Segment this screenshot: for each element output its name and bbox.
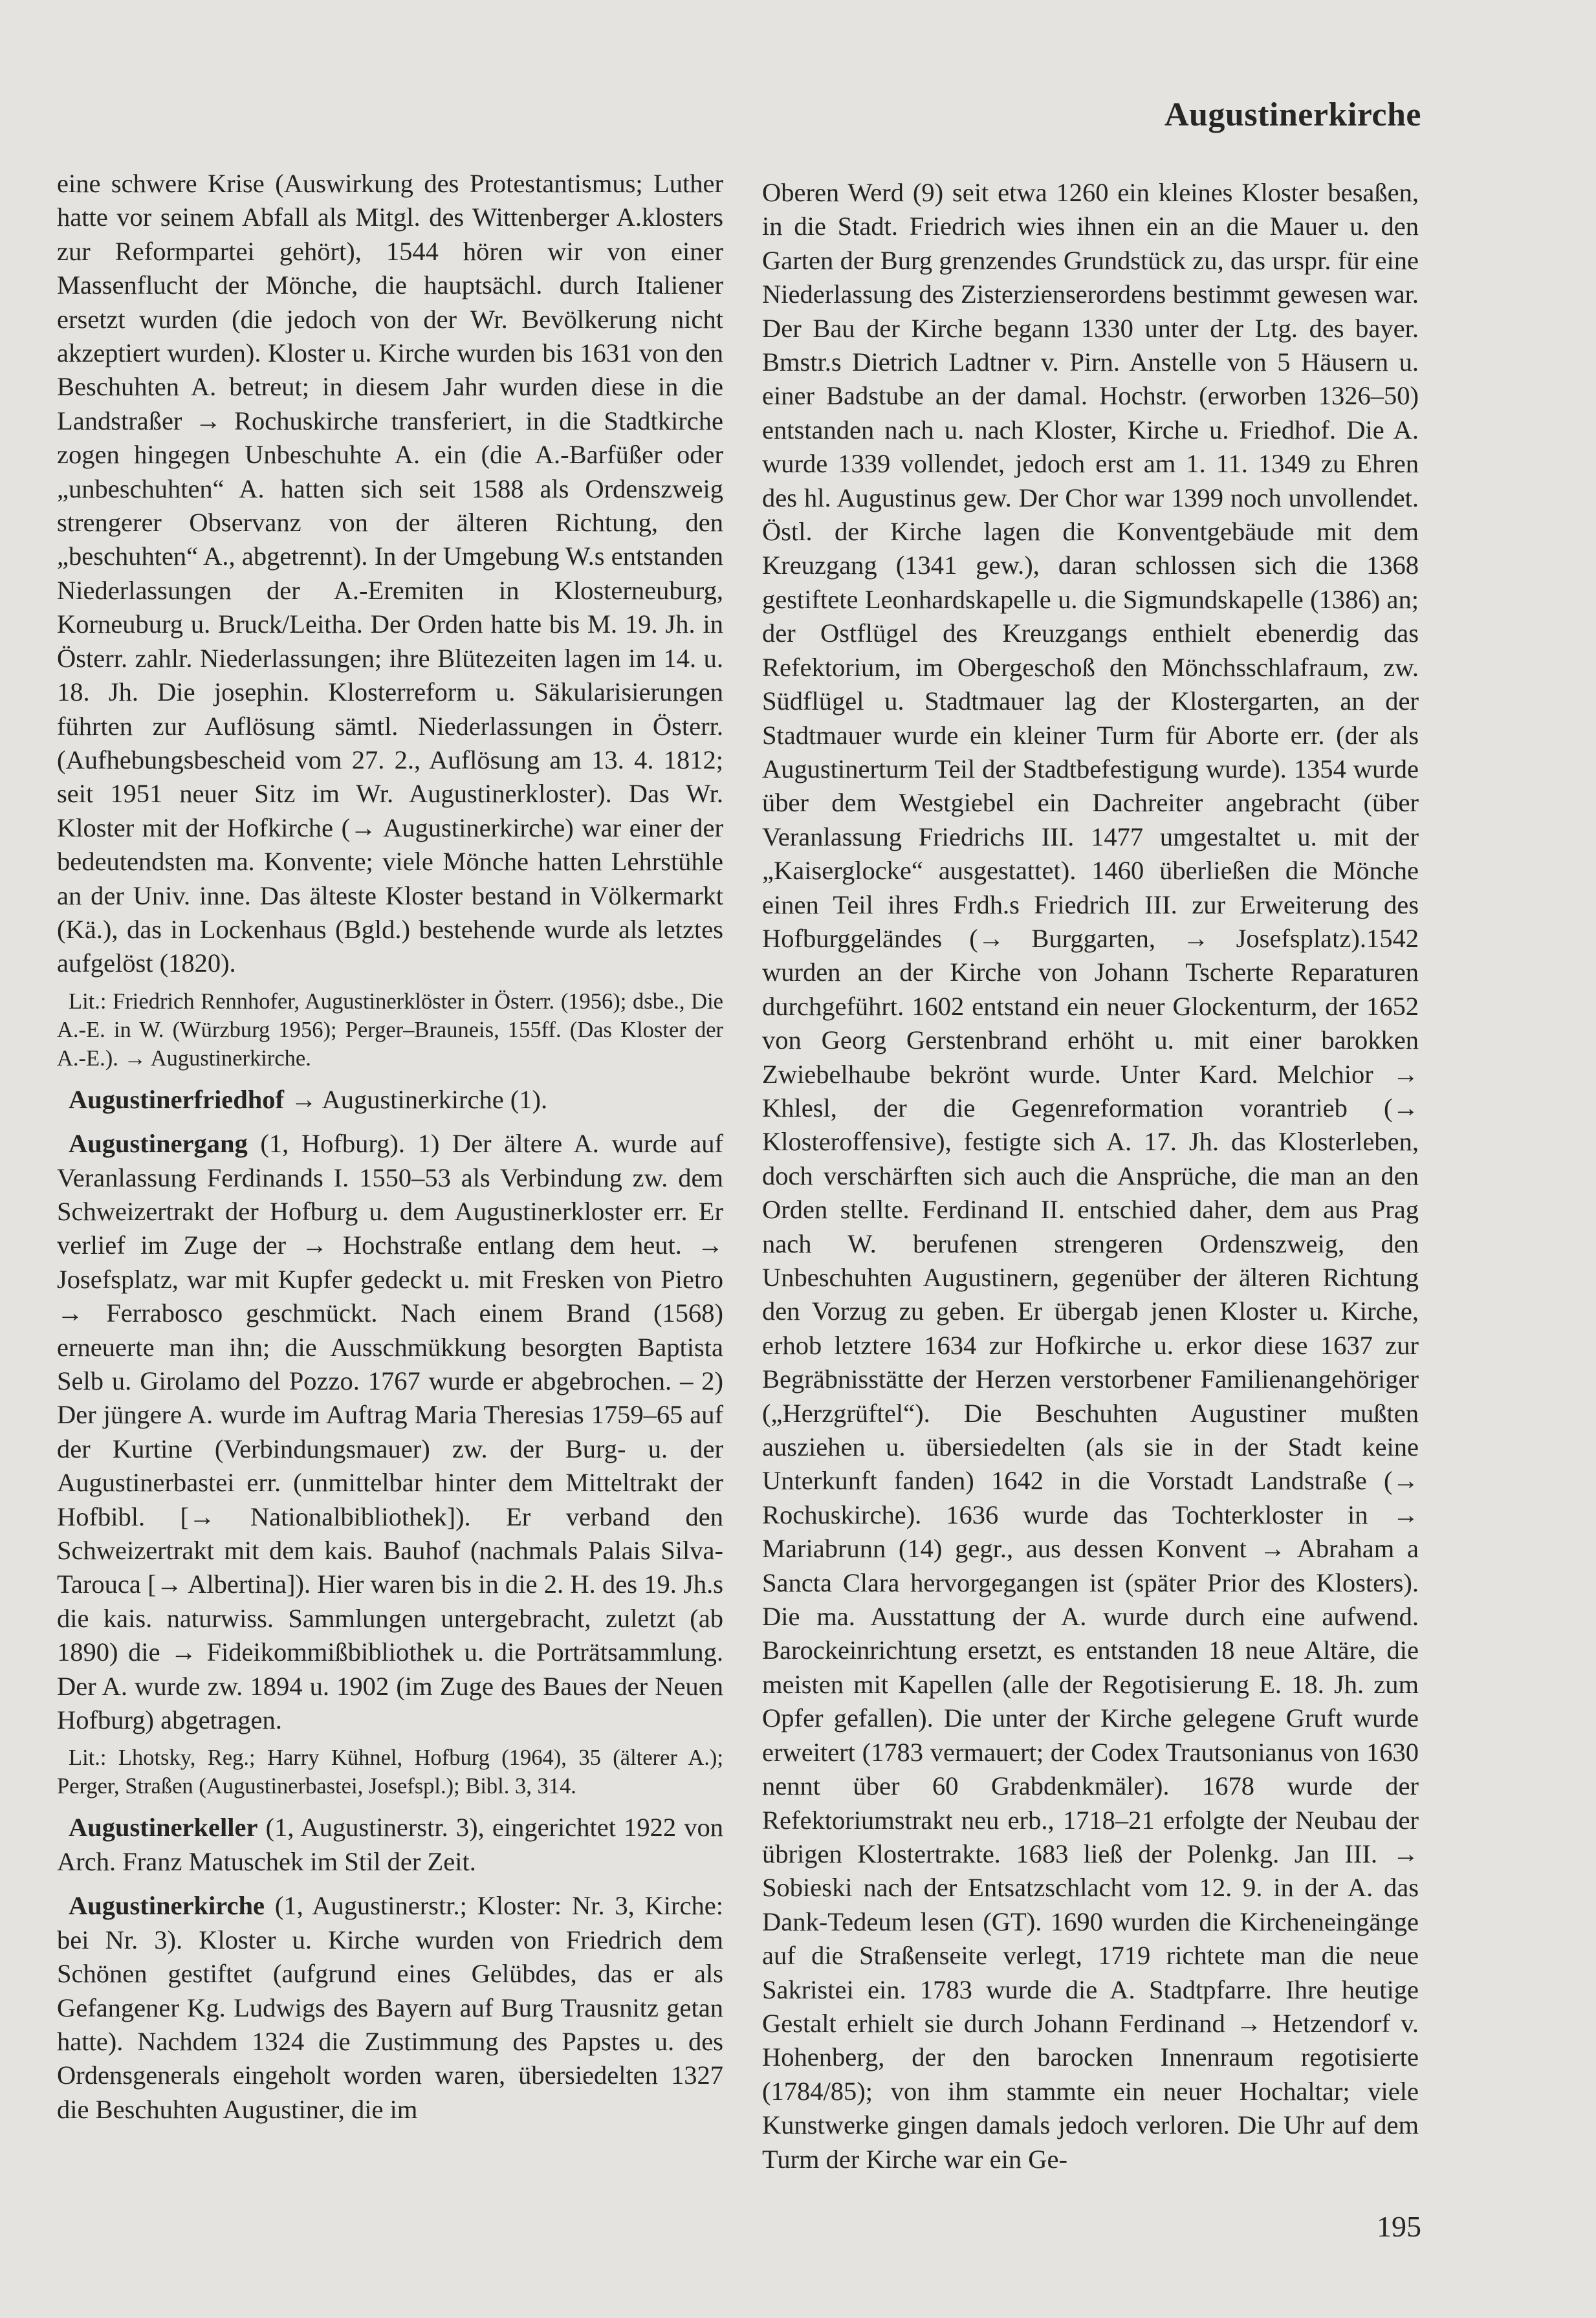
- entry-text: (1, Augustinerstr. 3), eingerichtet 1922 von Arch. Franz Matuschek im Stil der Zeit.: [57, 1813, 723, 1876]
- continuation-paragraph: Oberen Werd (9) seit etwa 1260 ein kleines Kloster besaßen, in die Stadt. Friedrich wies ihnen ein an die Mauer u. den Garten der Burg grenzendes Grundstück zu, das urspr. für eine Niederlassung des Zisterzienserordens bestimmt gewesen war. Der Bau der Kirche begann 1330 unter der Ltg. des bayer. Bmstr.s Dietrich Ladtner v. Pirn. Anstelle von 5 Häusern u. einer Badstube an der damal. Hochstr. (erworben 1326–50) entstanden nach u. nach Kloster, Kirche u. Friedhof. Die A. wurde 1339 vollendet, jedoch erst am 1. 11. 1349 zu Ehren des hl. Augustinus gew. Der Chor war 1399 noch unvollendet. Östl. der Kirche lagen die Konventgebäude mit dem Kreuzgang (1341 gew.), daran schlossen sich die 1368 gestiftete Leonhardskapelle u. die Sigmundskapelle (1386) an; der Ostflügel des Kreuzgangs enthielt ebenerdig das Refektorium, im Obergeschoß den Mönchsschlafraum, zw. Südflügel u. Stadtmauer lag der Klostergarten, an der Stadtmauer wurde ein kleiner Turm für Aborte err. (der als Augustinerturm Teil der Stadtbefestigung wurde). 1354 wurde über dem Westgiebel ein Dachreiter angebracht (über Veranlassung Friedrichs III. 1477 umgestaltet u. mit der „Kaiserglocke“ ausgestattet). 1460 überließen die Mönche einen Teil ihres Frdh.s Friedrich III. zur Erweiterung des Hofburggeländes (→ Burggarten, → Josefsplatz).1542 wurden an der Kirche von Johann Tscherte Reparaturen durchgeführt. 1602 entstand ein neuer Glockenturm, der 1652 von Georg Gerstenbrand erhöht u. mit einer barokken Zwiebelhaube bekrönt wurde. Unter Kard. Melchior → Khlesl, der die Gegenreformation vorantrieb (→ Klosteroffensive), festigte sich A. 17. Jh. das Klosterleben, doch verschärften sich auch die Ansprüche, die man an den Orden stellte. Ferdinand II. entschied daher, dem aus Prag nach W. berufenen strengeren Ordenszweig, den Unbeschuhten Augustinern, gegenüber der älteren Richtung den Vorzug zu geben. Er übergab jenen Kloster u. Kirche, erhob letztere 1634 zur Hofkirche u. erkor diese 1637 zur Begräbnisstätte der Herzen verstorbener Familienangehöriger („Herzgrüftel“). Die Beschuhten Augustiner mußten ausziehen u. übersiedelten (als sie in der Stadt keine Unterkunft fanden) 1642 in die Vorstadt Landstraße (→ Rochuskirche). 1636 wurde das Tochterkloster in → Mariabrunn (14) gegr., aus dessen Konvent → Abraham a Sancta Clara hervorgegangen ist (später Prior des Klosters). Die ma. Ausstattung der A. wurde durch eine aufwend. Barockeinrichtung ersetzt, es entstanden 18 neue Altäre, die meisten mit Kapellen (alle der Regotisierung E. 18. Jh. zum Opfer gefallen). Die unter der Kirche gelegene Gruft wurde erweitert (1783 vermauert; der Codex Trautsonianus von 1630 nennt über 60 Grabdenkmäler). 1678 wurde der Refektoriumstrakt neu erb., 1718–21 erfolgte der Neubau der übrigen Klostertrakte. 1683 ließ der Polenkg. Jan III. → Sobieski nach der Entsatzschlacht vom 12. 9. in der A. das Dank-Tedeum lesen (GT). 1690 wurden die Kircheneingänge auf die Straßenseite verlegt, 1719 richtete man die neue Sakristei ein. 1783 wurde die A. Stadtpfarre. Ihre heutige Gestalt erhielt sie durch Johann Ferdinand → Hetzendorf v. Hohenberg, der den barocken Innenraum regotisierte (1784/85); von ihm stammte ein neuer Hochaltar; viele Kunstwerke gingen damals jedoch verloren. Die Uhr auf dem Turm der Kirche war ein Ge-: [762, 178, 1419, 2174]
- right-column: [762, 176, 1419, 2176]
- entry-augustinerkirche: [57, 1889, 723, 2127]
- continuation-paragraph: eine schwere Krise (Auswirkung des Protestantismus; Luther hatte vor seinem Abfall als Mitgl. des Wittenberger A.klosters zur Reformpartei gehört), 1544 hören wir von einer Massenflucht der Mönche, die hauptsächl. durch Italiener ersetzt wurden (die jedoch von der Wr. Bevölkerung nicht akzeptiert wurden). Kloster u. Kirche wurden bis 1631 von den Beschuhten A. betreut; in diesem Jahr wurden diese in die Landstraßer → Rochuskirche transferiert, in die Stadtkirche zogen hingegen Unbeschuhte A. ein (die A.-Barfüßer oder „unbeschuhten“ A. hatten sich seit 1588 als Ordenszweig strengerer Observanz von der älteren Richtung, den „beschuhten“ A., abgetrennt). In der Umgebung W.s entstanden Niederlassungen der A.-Eremiten in Klosterneuburg, Korneuburg u. Bruck/Leitha. Der Orden hatte bis M. 19. Jh. in Österr. zahlr. Niederlassungen; ihre Blütezeiten lagen im 14. u. 18. Jh. Die josephin. Klosterreform u. Säkularisierungen führten zur Auflösung sämtl. Niederlassungen in Österr. (Aufhebungsbescheid vom 27. 2., Auflösung am 13. 4. 1812; seit 1951 neuer Sitz im Wr. Augustinerkloster). Das Wr. Kloster mit der Hofkirche (→ Augustinerkirche) war einer der bedeutendsten ma. Konvente; viele Mönche hatten Lehrstühle an der Univ. inne. Das älteste Kloster bestand in Völkermarkt (Kä.), das in Lockenhaus (Bgld.) bestehende wurde als letztes aufgelöst (1820).: [57, 169, 723, 978]
- left-column: [57, 167, 723, 2127]
- entry-augustinerkeller: [57, 1811, 723, 1879]
- running-head: Augustinerkirche: [1164, 96, 1421, 133]
- entry-augustinerfriedhof: [57, 1083, 723, 1117]
- entry-headword: Augustinerkirche: [69, 1891, 265, 1921]
- entry-text: (1, Augustinerstr.; Kloster: Nr. 3, Kirche: bei Nr. 3). Kloster u. Kirche wurden von Friedrich dem Schönen gestiftet (aufgrund eines Gelübdes, das er als Gefangener Kg. Ludwigs des Bayern auf Burg Trausnitz getan hatte). Nachdem 1324 die Zustimmung des Papstes u. des Ordensgenerals eingeholt worden waren, übersiedelten 1327 die Beschuhten Augustiner, die im: [57, 1891, 723, 2124]
- page-number: 195: [1377, 2210, 1421, 2243]
- literature-note: Lit.: Friedrich Rennhofer, Augustinerklöster in Österr. (1956); dsbe., Die A.-E. in W. (Würzburg 1956); Perger–Brauneis, 155ff. (Das Kloster der A.-E.). → Augustinerkirche.: [57, 989, 723, 1071]
- entry-text: → Augustinerkirche (1).: [284, 1084, 548, 1114]
- entry-headword: Augustinerfriedhof: [69, 1084, 284, 1114]
- literature-note: Lit.: Lhotsky, Reg.; Harry Kühnel, Hofburg (1964), 35 (älterer A.); Perger, Straßen (Augustinerbastei, Josefspl.); Bibl. 3, 314.: [57, 1745, 723, 1799]
- entry-text: (1, Hofburg). 1) Der ältere A. wurde auf Veranlassung Ferdinands I. 1550–53 als Verbindung zw. dem Schweizertrakt der Hofburg u. dem Augustinerkloster err. Er verlief im Zuge der → Hochstraße entlang dem heut. → Josefsplatz, war mit Kupfer gedeckt u. mit Fresken von Pietro → Ferrabosco geschmückt. Nach einem Brand (1568) erneuerte man ihn; die Ausschmükkung besorgten Baptista Selb u. Girolamo del Pozzo. 1767 wurde er abgebrochen. – 2) Der jüngere A. wurde im Auftrag Maria Theresias 1759–65 auf der Kurtine (Verbindungsmauer) zw. der Burg- u. der Augustinerbastei err. (unmittelbar hinter dem Mitteltrakt der Hofbibl. [→ Nationalbibliothek]). Er verband den Schweizertrakt mit dem kais. Bauhof (nachmals Palais Silva-Tarouca [→ Albertina]). Hier waren bis in die 2. H. des 19. Jh.s die kais. naturwiss. Sammlungen untergebracht, zuletzt (ab 1890) die → Fideikommißbibliothek u. die Porträtsammlung. Der A. wurde zw. 1894 u. 1902 (im Zuge des Baues der Neuen Hofburg) abgetragen.: [57, 1129, 723, 1735]
- entry-headword: Augustinergang: [69, 1129, 248, 1159]
- entry-augustinergang: [57, 1127, 723, 1737]
- entry-headword: Augustinerkeller: [69, 1813, 258, 1842]
